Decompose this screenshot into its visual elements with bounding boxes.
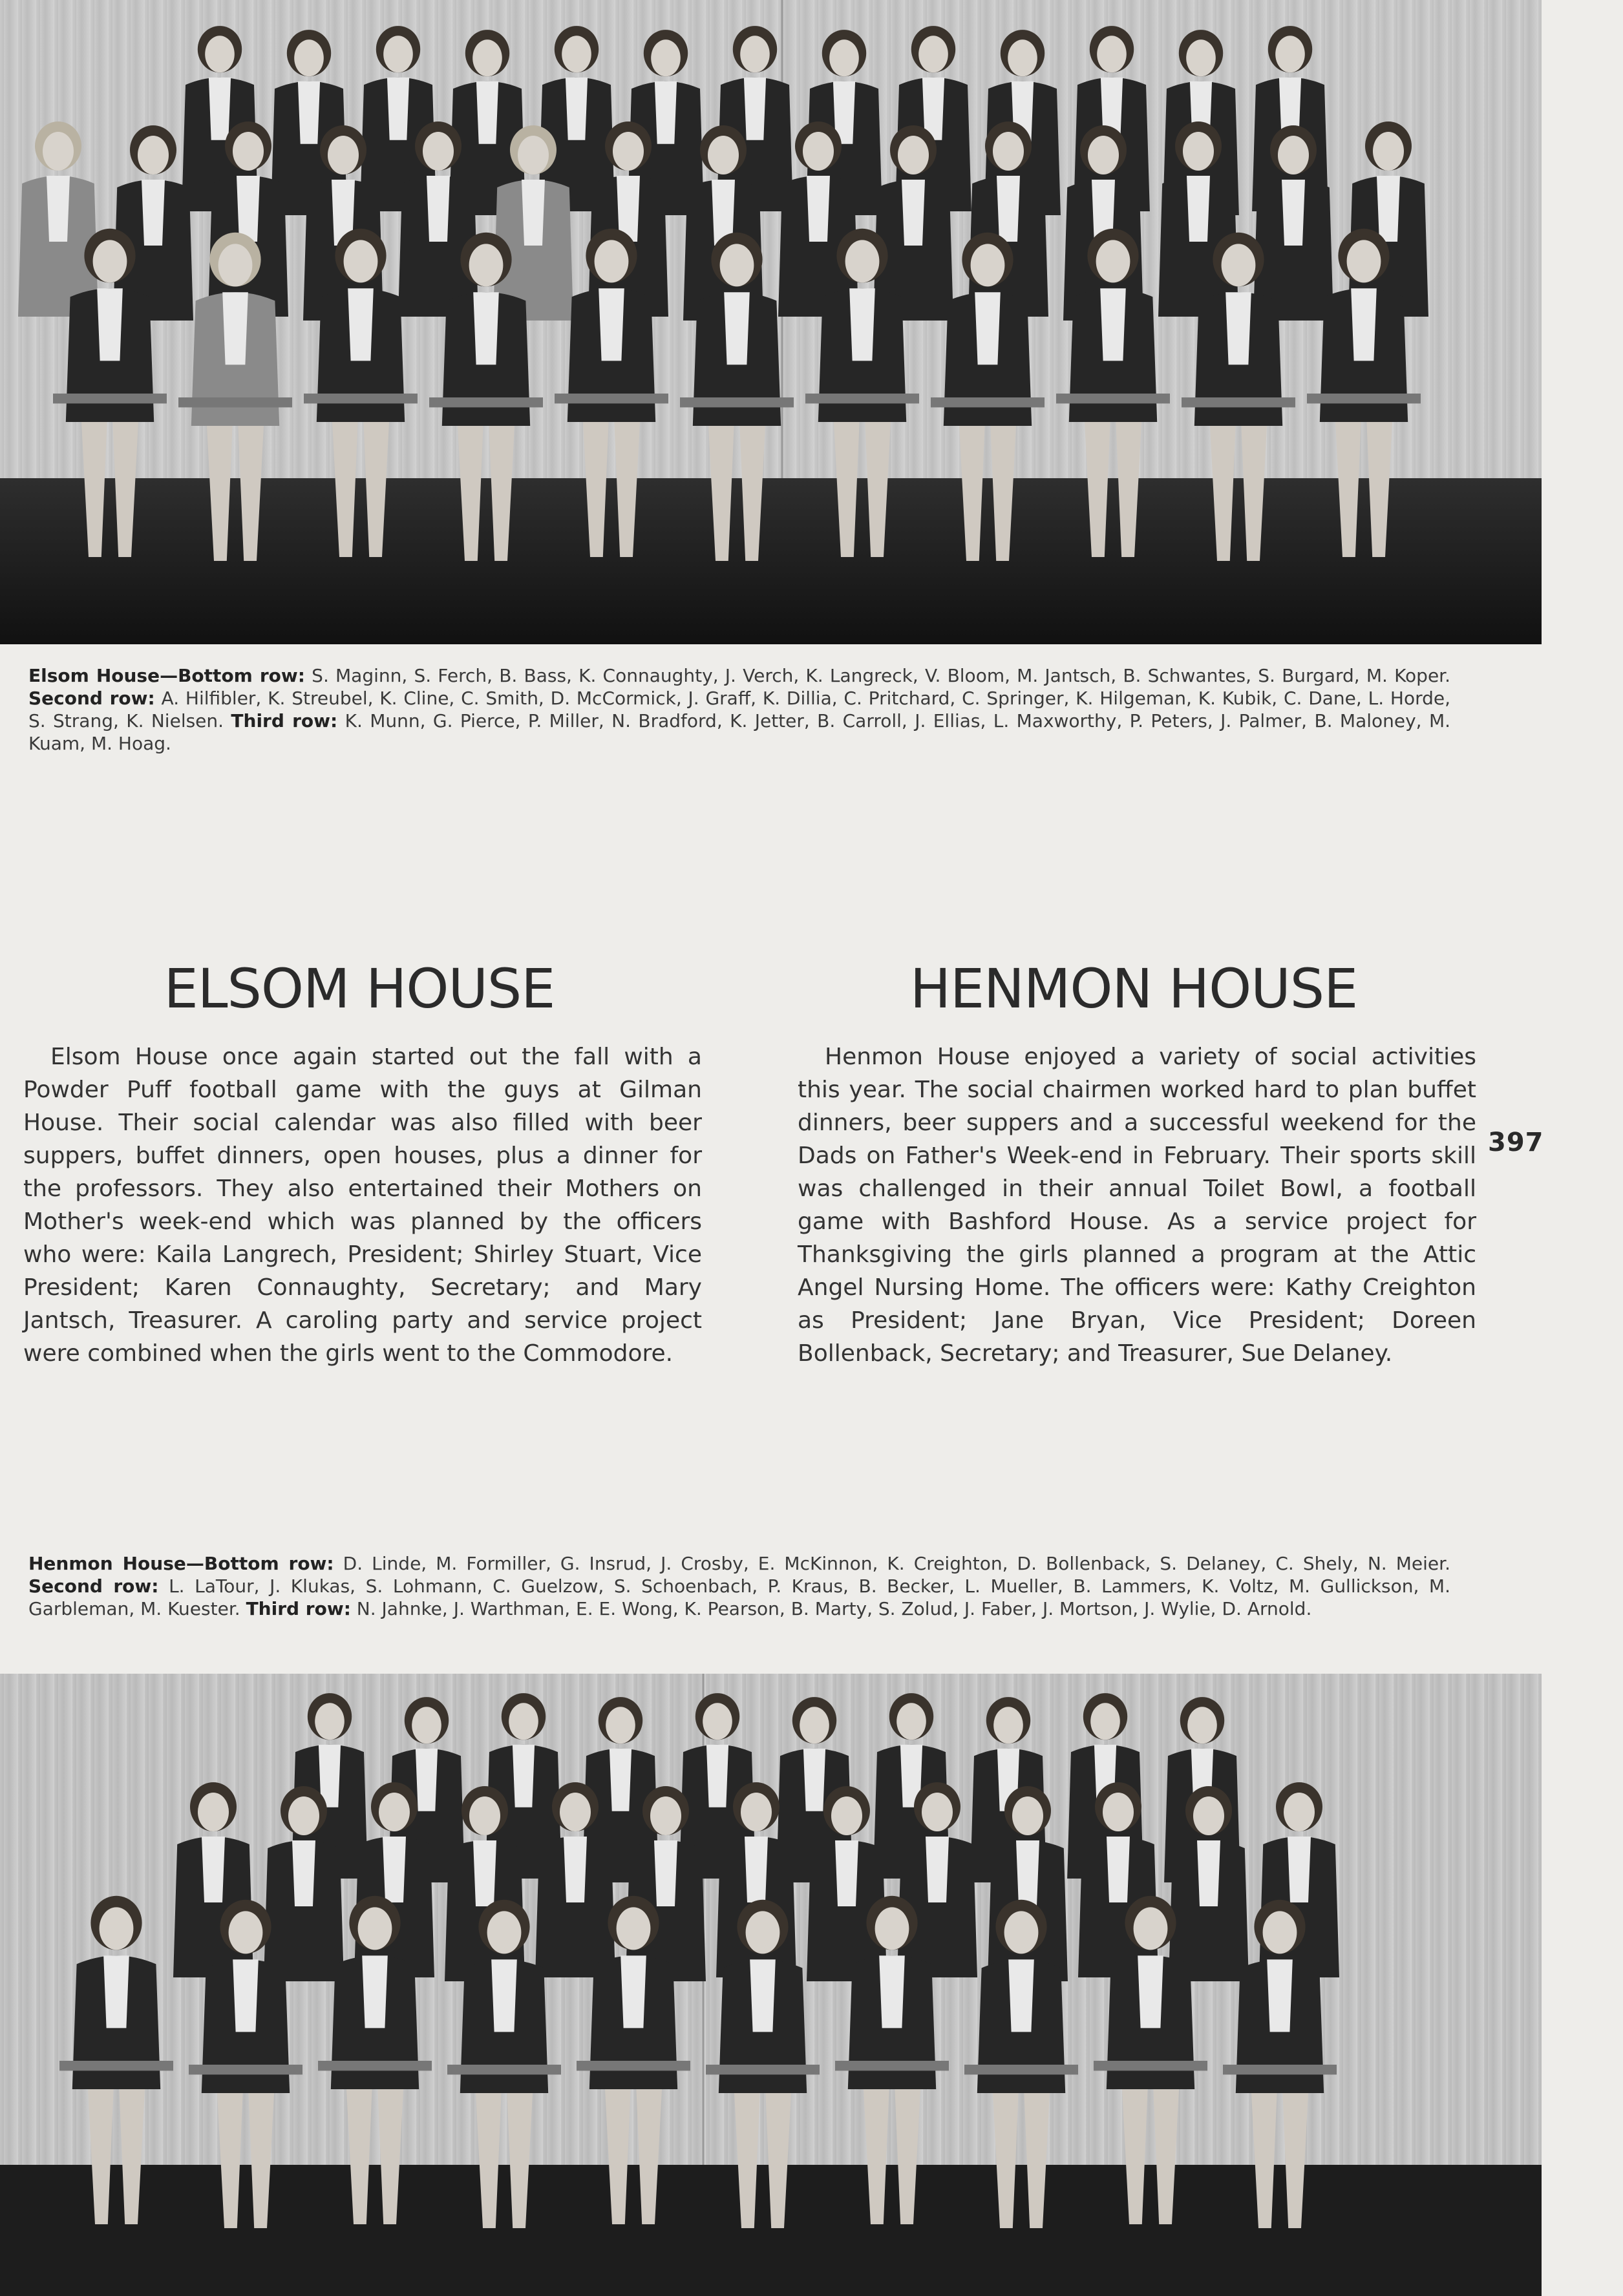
caption-row-label: Third row: xyxy=(231,710,338,732)
caption-row-names: L. LaTour, J. Klukas, S. Lohmann, C. Guelzow, S. Schoenbach, P. Kraus, B. Becker, L. Mueller, B. Lammers, K. Voltz, M. Gullickson, M. Garbleman, M. Kuester. xyxy=(28,1575,1450,1619)
caption-dash: — xyxy=(186,1553,204,1574)
caption-row-names: N. Jahnke, J. Warthman, E. E. Wong, K. Pearson, B. Marty, S. Zolud, J. Faber, J. Mortson, J. Wylie, D. Arnold. xyxy=(350,1598,1312,1619)
elsom-house-heading: ELSOM HOUSE xyxy=(164,957,555,1020)
caption-row-label: Bottom row: xyxy=(204,1553,334,1574)
henmon-photo-caption xyxy=(28,1552,1450,1620)
caption-house-name: Henmon House xyxy=(28,1553,186,1574)
caption-row-label: Bottom row: xyxy=(178,665,305,686)
caption-row-names: S. Maginn, S. Ferch, B. Bass, K. Connaughty, J. Verch, K. Langreck, V. Bloom, M. Jantsch, B. Schwantes, S. Burgard, M. Koper. xyxy=(305,665,1451,686)
elsom-photo-caption xyxy=(28,664,1450,755)
henmon-house-heading: HENMON HOUSE xyxy=(909,957,1358,1020)
henmon-group-photo-image xyxy=(0,1674,1542,2296)
caption-row-label: Second row: xyxy=(28,1575,159,1597)
elsom-house-article: Elsom House once again started out the fall with a Powder Puff football game with the guys at Gilman House. Their social calendar was also filled with beer suppers, buffet dinners, open houses, plus a dinner for the professors. They also entertained their Mothers on Mother's week-end which was planned by the officers who were: Kaila Langrech, President; Shirley Stuart, Vice President; Karen Connaughty, Secretary; and Mary Jantsch, Treasurer. A caroling party and service project were combined when the girls went to the Commodore. xyxy=(23,1044,702,1367)
caption-row-names: D. Linde, M. Formiller, G. Insrud, J. Crosby, E. McKinnon, K. Creighton, D. Bollenback, S. Delaney, C. Shely, N. Meier. xyxy=(334,1553,1450,1574)
caption-row-label: Second row: xyxy=(28,688,155,709)
caption-house-name: Elsom House xyxy=(28,665,160,686)
page-number: 397 xyxy=(1488,1128,1544,1157)
henmon-house-article: Henmon House enjoyed a variety of social activities this year. The social chairmen worked hard to plan buffet dinners, beer suppers and a successful weekend for the Dads on Father's Week-end in February. Their sports skill was challenged in their annual Toilet Bowl, a football game with Bashford House. As a service project for Thanksgiving the girls planned a program at the Attic Angel Nursing Home. The officers were: Kathy Creighton as President; Jane Bryan, Vice President; Doreen Bollenback, Secretary; and Treasurer, Sue Delaney. xyxy=(798,1044,1476,1367)
elsom-house-photo xyxy=(0,0,1542,644)
caption-row-label: Third row: xyxy=(246,1598,351,1619)
caption-row-names: A. Hilfibler, K. Streubel, K. Cline, C. Smith, D. McCormick, J. Graff, K. Dillia, C. Pritchard, C. Springer, K. Hilgeman, K. Kubik, C. Dane, L. Horde, S. Strang, K. Nielsen. xyxy=(28,688,1451,732)
henmon-house-photo xyxy=(0,1674,1542,2296)
elsom-group-photo-image xyxy=(0,0,1542,644)
caption-dash: — xyxy=(160,665,178,686)
caption-row-names: K. Munn, G. Pierce, P. Miller, N. Bradford, K. Jetter, B. Carroll, J. Ellias, L. Maxworthy, P. Peters, J. Palmer, B. Maloney, M. Kuam, M. Hoag. xyxy=(28,710,1451,754)
